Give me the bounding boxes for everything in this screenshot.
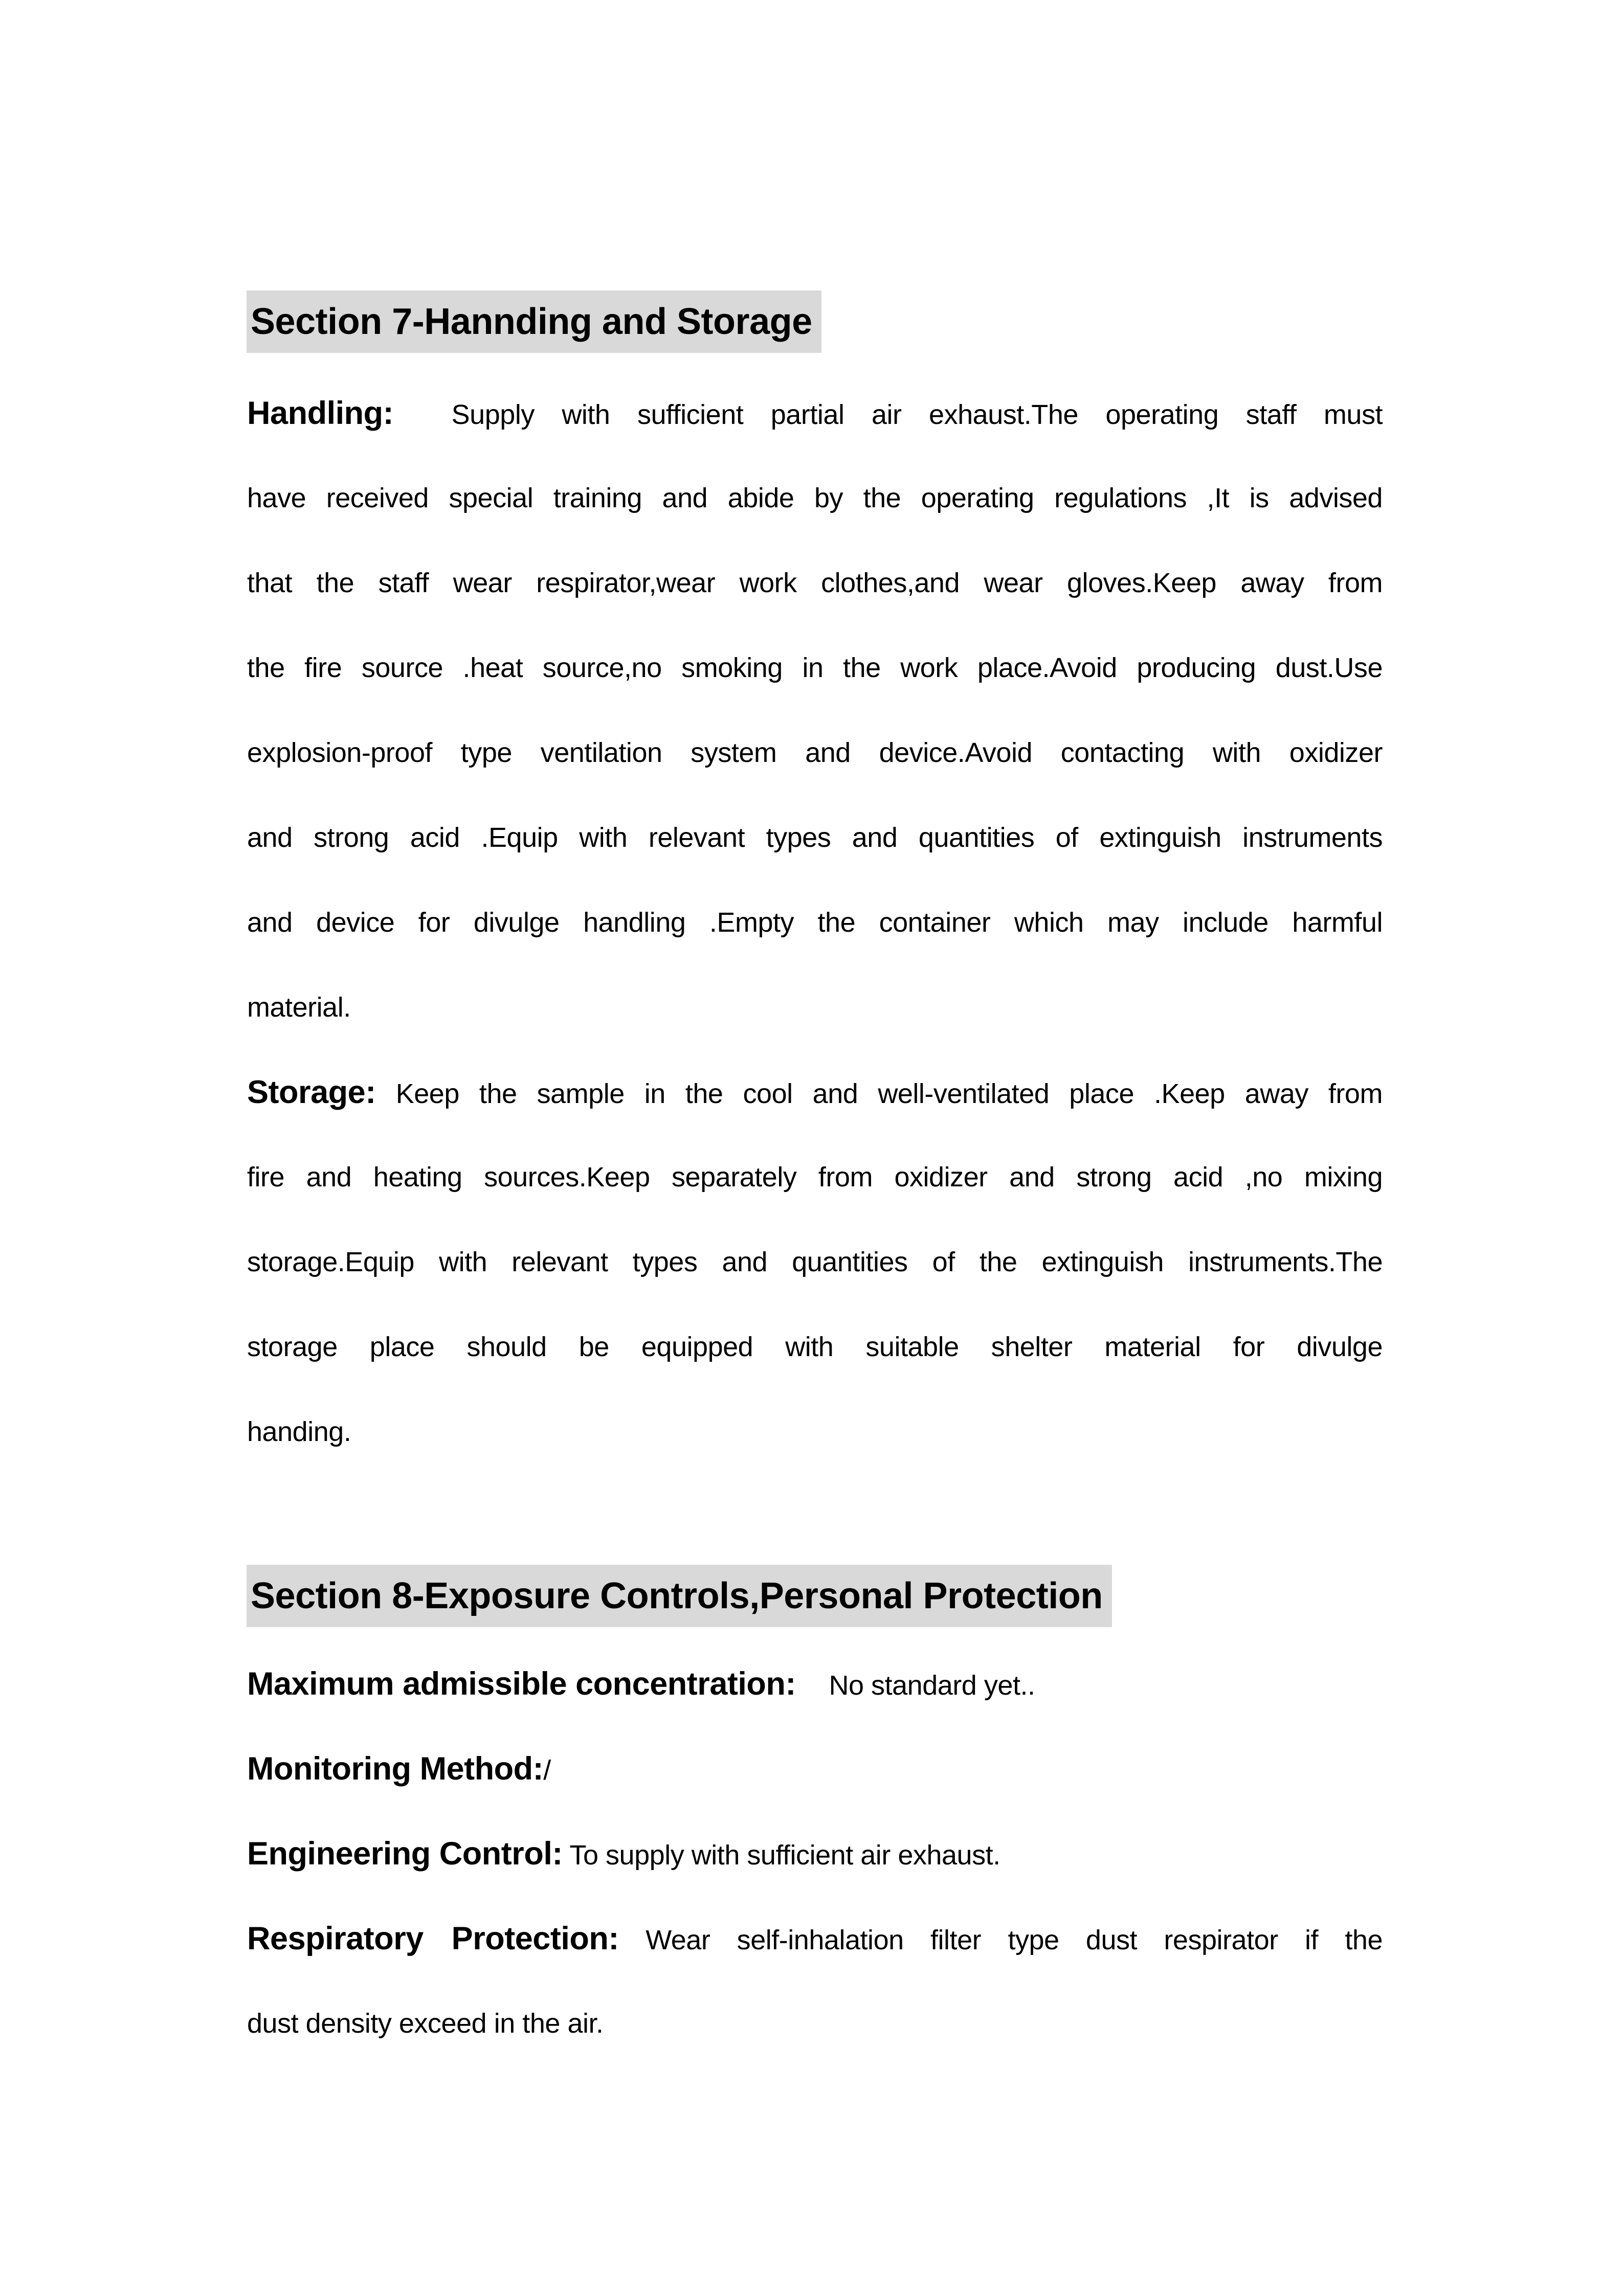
item-value: / xyxy=(543,1755,551,1786)
text-line: material. xyxy=(247,992,351,1023)
text-line: handing. xyxy=(247,1416,351,1447)
item-label: Monitoring Method: xyxy=(247,1751,544,1787)
engineering-control-row xyxy=(247,1811,1383,1896)
monitoring-method-row xyxy=(247,1726,1383,1811)
handling-paragraph xyxy=(247,371,1383,1050)
text-line: and device for divulge handling .Empty the container which may include harmful xyxy=(247,907,1383,938)
storage-label: Storage: xyxy=(247,1074,376,1110)
respiratory-protection-row xyxy=(247,1896,1383,1981)
section-8-heading: Section 8-Exposure Controls,Personal Protection xyxy=(247,1565,1112,1627)
item-label: Engineering Control: xyxy=(247,1836,563,1872)
text-run: Supply with sufficient partial air exhaust.The operating staff must xyxy=(451,399,1383,430)
text-line: storage.Equip with relevant types and quantities of the extinguish instruments.The xyxy=(247,1247,1383,1277)
item-label: Maximum admissible concentration: xyxy=(247,1666,796,1702)
text-line xyxy=(247,1050,1383,1135)
text-line: that the staff wear respirator,wear work clothes,and wear gloves.Keep away from xyxy=(247,568,1383,598)
text-line: and strong acid .Equip with relevant types and quantities of extinguish instruments xyxy=(247,822,1383,853)
text-line: fire and heating sources.Keep separately from oxidizer and strong acid ,no mixing xyxy=(247,1162,1383,1192)
text-line: have received special training and abide by the operating regulations ,It is advised xyxy=(247,483,1383,513)
item-value: To supply with sufficient air exhaust. xyxy=(569,1840,1000,1871)
text-line: explosion-proof type ventilation system and device.Avoid contacting with oxidizer xyxy=(247,737,1383,768)
item-label: Respiratory Protection: xyxy=(247,1921,619,1956)
exposure-controls-list xyxy=(247,1641,1383,2066)
text-run: Keep the sample in the cool and well-ventilated place .Keep away from xyxy=(395,1078,1383,1109)
max-admissible-concentration-row xyxy=(247,1641,1383,1726)
item-value: Wear self-inhalation filter type dust respirator if the xyxy=(646,1925,1383,1955)
section-7-heading: Section 7-Hannding and Storage xyxy=(247,290,821,353)
respiratory-protection-continuation: dust density exceed in the air. xyxy=(247,2008,604,2039)
storage-paragraph xyxy=(247,1050,1383,1474)
text-line: storage place should be equipped with suitable shelter material for divulge xyxy=(247,1332,1383,1362)
text-line xyxy=(247,371,1383,456)
text-line: the fire source .heat source,no smoking in the work place.Avoid producing dust.Use xyxy=(247,652,1383,683)
handling-label: Handling: xyxy=(247,395,394,431)
item-value: No standard yet.. xyxy=(829,1670,1035,1701)
